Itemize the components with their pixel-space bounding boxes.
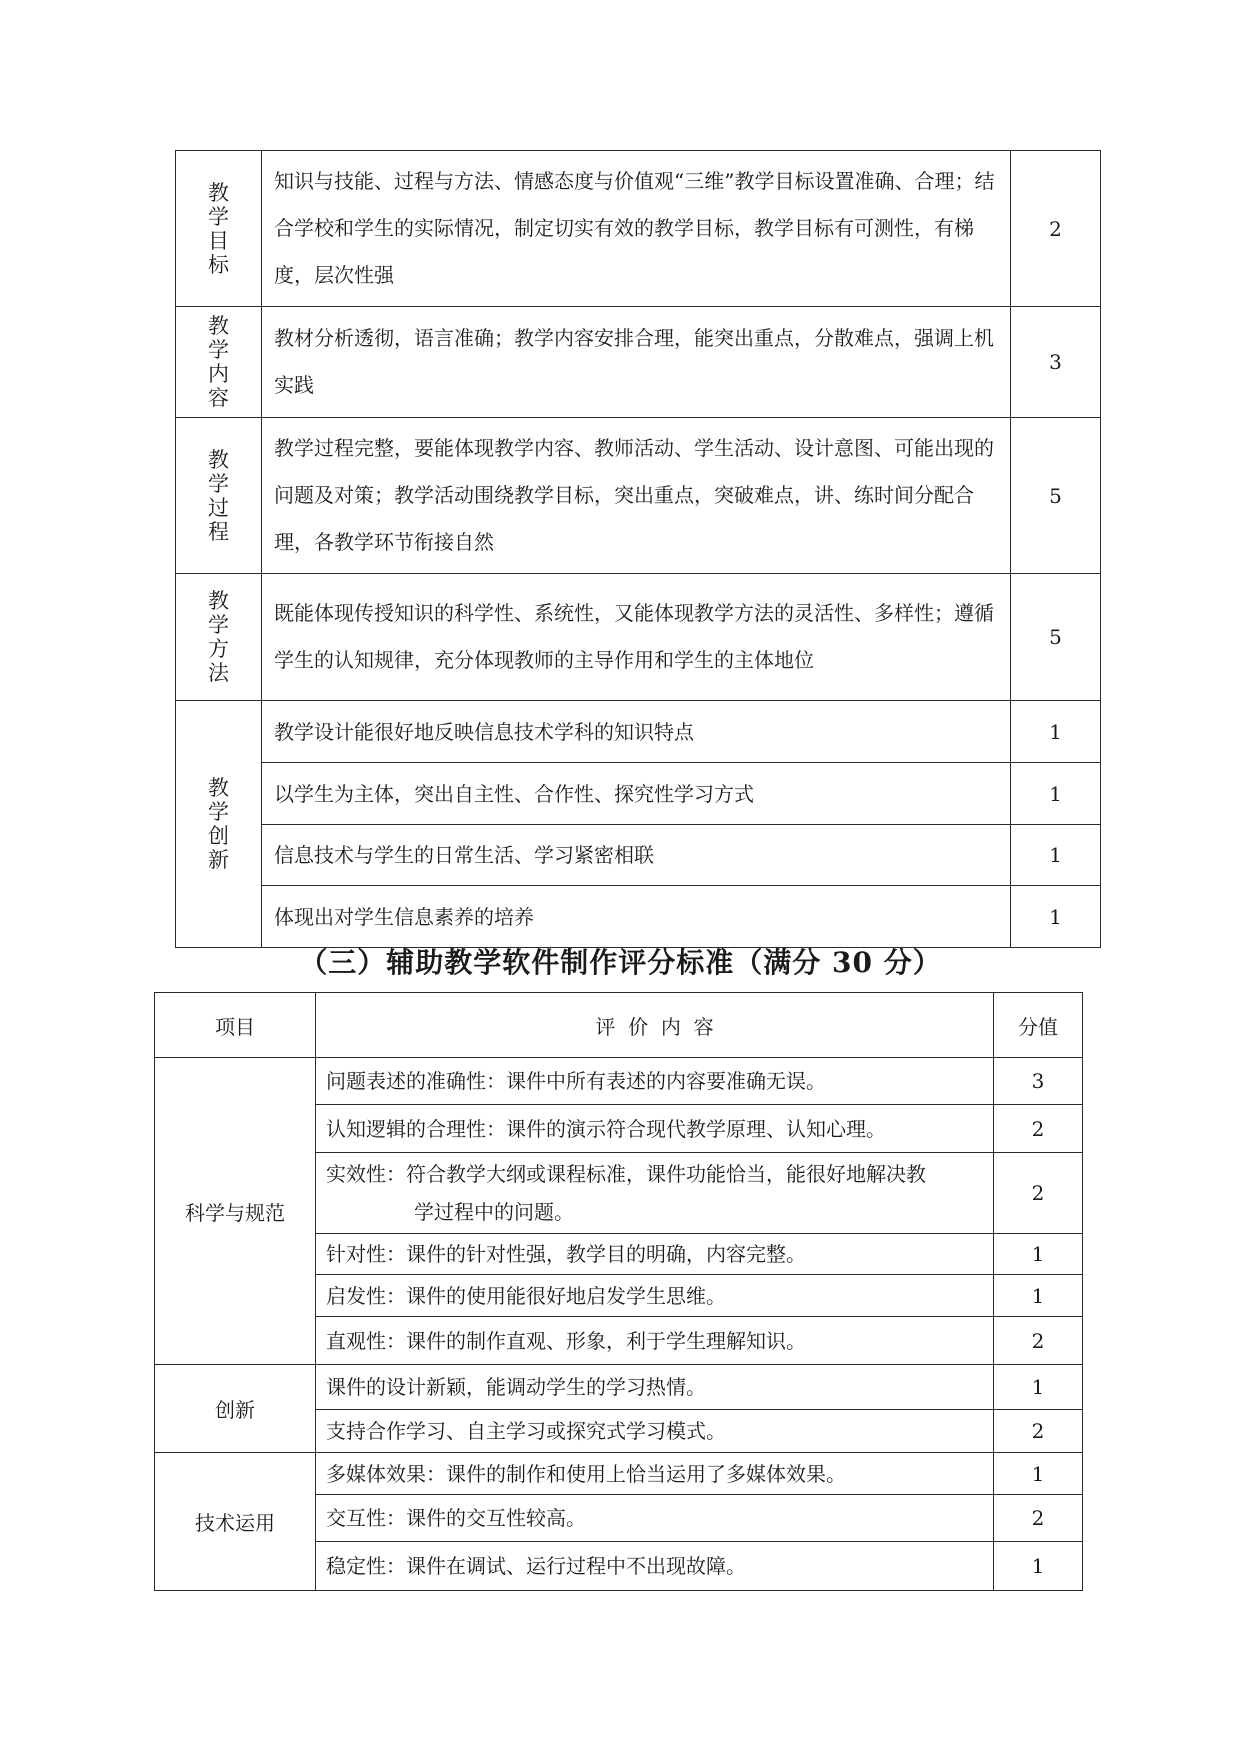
criterion-line-1: 实效性：符合教学大纲或课程标准，课件功能恰当，能很好地解决教 [326,1162,926,1186]
score-cell: 2 [1011,151,1101,307]
table-row [176,763,1101,825]
score-cell: 2 [994,1153,1083,1234]
score-cell: 1 [994,1234,1083,1275]
criterion-cell: 教材分析透彻，语言准确；教学内容安排合理，能突出重点，分散难点，强调上机实践 [262,307,1011,418]
table-row [176,886,1101,948]
score-cell: 1 [1011,763,1101,825]
criterion-cell: 支持合作学习、自主学习或探究式学习模式。 [316,1410,994,1453]
criterion-cell: 以学生为主体，突出自主性、合作性、探究性学习方式 [262,763,1011,825]
category-label: 教学方法 [208,589,229,685]
score-cell: 2 [994,1495,1083,1542]
criterion-cell: 稳定性：课件在调试、运行过程中不出现故障。 [316,1542,994,1591]
section-heading: （三）辅助教学软件制作评分标准（满分 30 分） [299,946,942,979]
score-cell: 1 [994,1365,1083,1410]
header-content: 评 价 内 容 [316,993,994,1058]
category-label: 教学过程 [208,447,229,544]
table-row [176,574,1101,701]
score-cell: 1 [1011,825,1101,886]
criterion-cell: 启发性：课件的使用能很好地启发学生思维。 [316,1275,994,1317]
criterion-cell: 体现出对学生信息素养的培养 [262,886,1011,948]
table-row [176,307,1101,418]
criterion-cell: 课件的设计新颖，能调动学生的学习热情。 [316,1365,994,1410]
criterion-cell: 认知逻辑的合理性：课件的演示符合现代教学原理、认知心理。 [316,1105,994,1153]
criterion-cell: 教学过程完整，要能体现教学内容、教师活动、学生活动、设计意图、可能出现的问题及对策；教学活动围绕教学目标，突出重点，突破难点，讲、练时间分配合理，各教学环节衔接自然 [262,418,1011,574]
score-cell: 1 [994,1542,1083,1591]
category-cell [176,701,262,948]
criterion-cell: 问题表述的准确性：课件中所有表述的内容要准确无误。 [316,1058,994,1105]
table-row [176,701,1101,763]
category-cell [176,418,262,574]
category-label: 教学创新 [208,776,229,872]
score-cell: 5 [1011,574,1101,701]
score-cell: 1 [1011,701,1101,763]
criterion-cell: 信息技术与学生的日常生活、学习紧密相联 [262,825,1011,886]
score-cell: 1 [994,1453,1083,1495]
criterion-cell: 交互性：课件的交互性较高。 [316,1495,994,1542]
category-cell [176,307,262,418]
table-row [155,1365,1083,1410]
teaching-design-criteria-table [175,150,1101,948]
category-label: 教学内容 [208,314,229,410]
table-row [176,825,1101,886]
criterion-cell: 知识与技能、过程与方法、情感态度与价值观“三维”教学目标设置准确、合理；结合学校和学生的实际情况，制定切实有效的教学目标，教学目标有可测性，有梯度，层次性强 [262,151,1011,307]
group-label: 创新 [155,1365,316,1453]
table-row [155,1058,1083,1105]
courseware-scoring-table [154,992,1083,1591]
group-label: 技术运用 [155,1453,316,1591]
score-cell: 1 [994,1275,1083,1317]
criterion-cell: 直观性：课件的制作直观、形象，利于学生理解知识。 [316,1317,994,1365]
criterion-line-2: 学过程中的问题。 [414,1200,574,1224]
table-row [176,151,1101,307]
score-cell: 1 [1011,886,1101,948]
criterion-cell: 多媒体效果：课件的制作和使用上恰当运用了多媒体效果。 [316,1453,994,1495]
group-label: 科学与规范 [155,1058,316,1365]
header-item: 项目 [155,993,316,1058]
category-label: 教学目标 [208,180,229,277]
score-cell: 3 [1011,307,1101,418]
score-cell: 2 [994,1105,1083,1153]
score-cell: 2 [994,1410,1083,1453]
score-cell: 5 [1011,418,1101,574]
table-row [155,1453,1083,1495]
header-score: 分值 [994,993,1083,1058]
score-cell: 2 [994,1317,1083,1365]
category-cell [176,574,262,701]
table-row [176,418,1101,574]
criterion-cell: 教学设计能很好地反映信息技术学科的知识特点 [262,701,1011,763]
category-cell [176,151,262,307]
header-row [155,993,1083,1058]
criterion-cell: 针对性：课件的针对性强，教学目的明确，内容完整。 [316,1234,994,1275]
score-cell: 3 [994,1058,1083,1105]
criterion-cell [316,1153,994,1234]
criterion-cell: 既能体现传授知识的科学性、系统性，又能体现教学方法的灵活性、多样性；遵循学生的认知规律，充分体现教师的主导作用和学生的主体地位 [262,574,1011,701]
